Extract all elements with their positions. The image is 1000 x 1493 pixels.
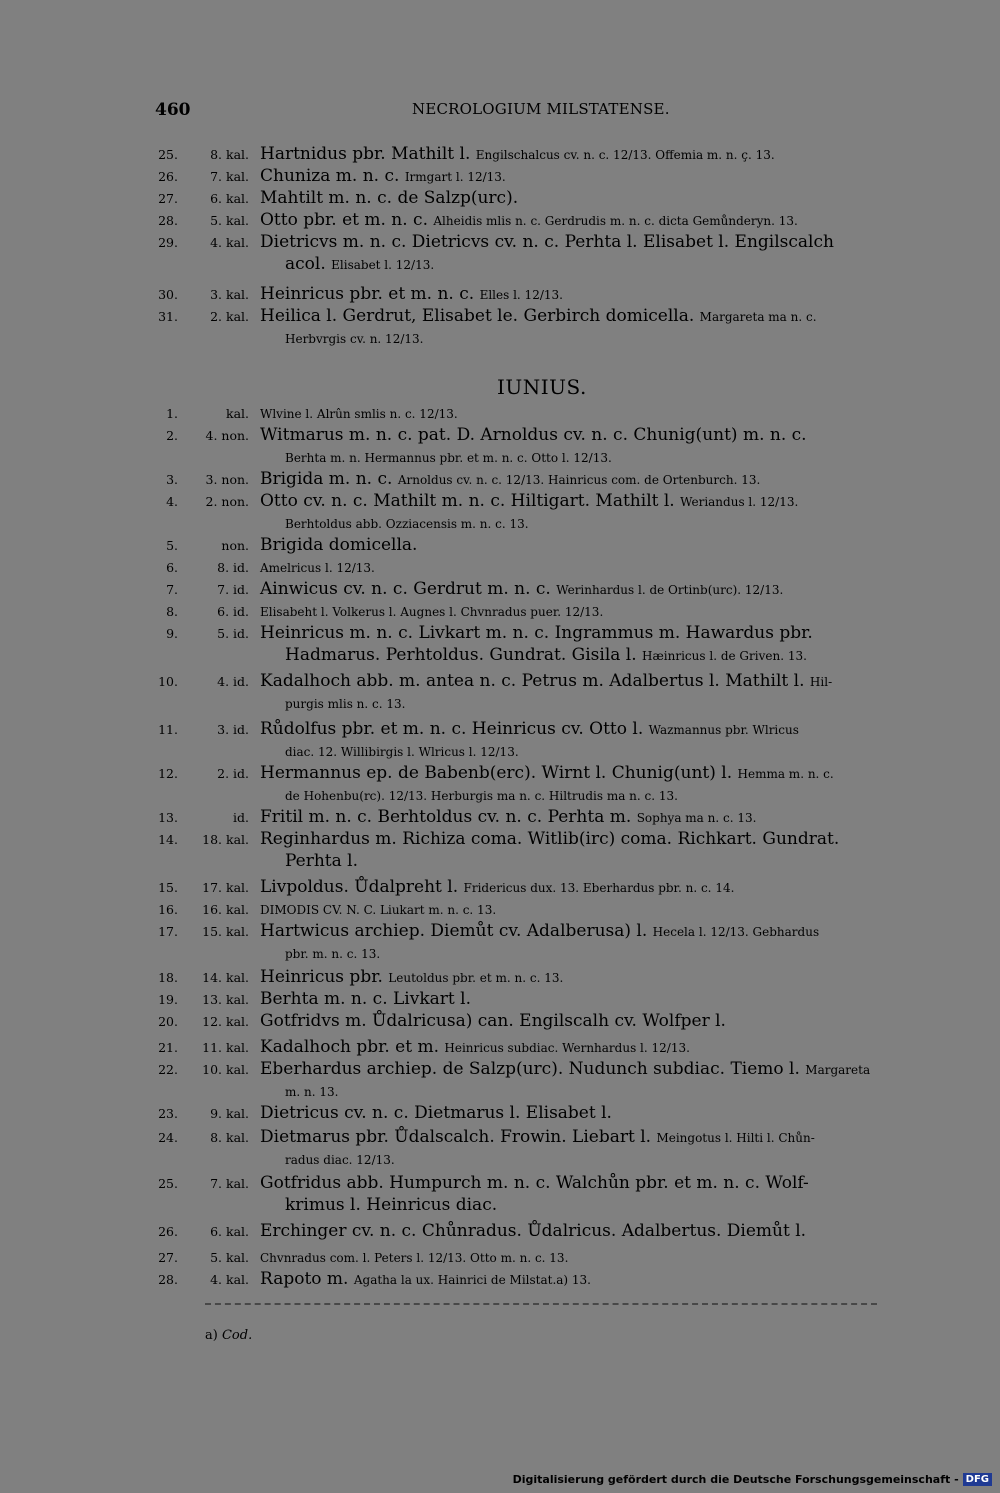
- entry-added-names: de Hohenbu(rc). 12/13. Herburgis ma n. c. Hiltrudis ma n. c. 13.: [285, 789, 678, 803]
- entry-added-names: Chvnradus com. l. Peters l. 12/13. Otto m. n. c. 13.: [260, 1251, 569, 1265]
- may-entry-number: 26.: [158, 169, 178, 184]
- june-entry-text: [260, 1102, 922, 1124]
- entry-main-names: Fritil m. n. c. Berhtoldus cv. n. c. Perhta m.: [260, 807, 637, 827]
- entry-added-names: Hil-: [809, 675, 833, 689]
- entry-added-names: Irmgart l. 12/13.: [404, 170, 506, 184]
- june-entry-number: 28.: [158, 1272, 178, 1287]
- june-entry-continuation: [285, 784, 922, 807]
- dfg-text: Digitalisierung gefördert durch die Deutsche Forschungsgemeinschaft -: [512, 1473, 959, 1486]
- june-entry-text: [260, 806, 922, 829]
- june-entry-number: 17.: [158, 924, 178, 939]
- may-entry-text: [260, 209, 922, 232]
- june-entry-text: [260, 828, 922, 850]
- june-entry-text: [260, 1246, 922, 1269]
- entry-main-names: Hermannus ep. de Babenb(erc). Wirnt l. Chunig(unt) l.: [260, 763, 738, 783]
- entry-added-names: Herbvrgis cv. n. 12/13.: [285, 332, 424, 346]
- june-entry-number: 26.: [158, 1224, 178, 1239]
- entry-added-names: Elisabeht l. Volkerus l. Augnes l. Chvnradus puer. 12/13.: [260, 605, 604, 619]
- june-entry-text: [260, 920, 922, 943]
- june-entry-text: [260, 1036, 922, 1059]
- entry-main-names: Rapoto m.: [260, 1269, 354, 1289]
- june-entry-number: 5.: [166, 538, 178, 553]
- entry-added-names: Berhta m. n. Hermannus pbr. et m. n. c. Otto l. 12/13.: [285, 451, 612, 465]
- entry-main-names: Heinricus m. n. c. Livkart m. n. c. Ingrammus m. Hawardus pbr.: [260, 623, 813, 643]
- may-entry-text: [260, 231, 922, 253]
- may-entry-text: [260, 143, 922, 166]
- entry-added-names: Agatha la ux. Hainrici de Milstat.a) 13.: [353, 1273, 591, 1287]
- june-entry-number: 18.: [158, 970, 178, 985]
- june-entry-continuation: [285, 692, 922, 715]
- june-entry-date: 10. kal.: [202, 1062, 249, 1077]
- may-entry-text: [260, 283, 922, 306]
- june-entry-number: 7.: [166, 582, 178, 597]
- june-entry-number: 15.: [158, 880, 178, 895]
- entry-main-names: acol.: [285, 254, 332, 274]
- may-entry-date: 4. kal.: [210, 235, 249, 250]
- entry-main-names: Heinricus pbr.: [260, 967, 389, 987]
- footnote-text: Cod.: [221, 1328, 253, 1343]
- section-title: IUNIUS.: [497, 375, 587, 399]
- june-entry-date: 12. kal.: [202, 1014, 249, 1029]
- june-entry-number: 24.: [158, 1130, 178, 1145]
- may-entry-date: 6. kal.: [210, 191, 249, 206]
- june-entry-text: [260, 1220, 922, 1242]
- entry-main-names: Otto pbr. et m. n. c.: [260, 210, 434, 230]
- june-entry-text: [260, 966, 922, 989]
- june-entry-text: [260, 1172, 922, 1194]
- entry-added-names: DIMODIS CV. N. C. Liukart m. n. c. 13.: [260, 903, 497, 917]
- june-entry-number: 19.: [158, 992, 178, 1007]
- june-entry-text: [260, 718, 922, 741]
- entry-main-names: Heinricus pbr. et m. n. c.: [260, 284, 480, 304]
- june-entry-number: 27.: [158, 1250, 178, 1265]
- entry-added-names: Hæinricus l. de Griven. 13.: [642, 649, 807, 663]
- june-entry-text: [260, 670, 922, 693]
- june-entry-text: [260, 1126, 922, 1149]
- june-entry-text: [260, 468, 922, 491]
- entry-added-names: Hecela l. 12/13. Gebhardus: [652, 925, 820, 939]
- june-entry-date: 4. non.: [205, 428, 249, 443]
- june-entry-text: [260, 898, 922, 921]
- june-entry-number: 8.: [166, 604, 178, 619]
- may-entry-date: 8. kal.: [210, 147, 249, 162]
- june-entry-text: [260, 622, 922, 644]
- june-entry-date: 14. kal.: [202, 970, 249, 985]
- entry-main-names: Eberhardus archiep. de Salzp(urc). Nudunch subdiac. Tiemo l.: [260, 1059, 806, 1079]
- entry-main-names: Ainwicus cv. n. c. Gerdrut m. n. c.: [260, 579, 557, 599]
- entry-main-names: Reginhardus m. Richiza coma. Witlib(irc) coma. Richkart. Gundrat.: [260, 829, 840, 849]
- may-entry-number: 28.: [158, 213, 178, 228]
- june-entry-date: 8. id.: [217, 560, 249, 575]
- may-entry-date: 2. kal.: [210, 309, 249, 324]
- entry-main-names: Berhta m. n. c. Livkart l.: [260, 989, 471, 1009]
- may-entry-number: 29.: [158, 235, 178, 250]
- june-entry-date: 15. kal.: [202, 924, 249, 939]
- entry-added-names: Heinricus subdiac. Wernhardus l. 12/13.: [444, 1041, 690, 1055]
- entry-added-names: Elles l. 12/13.: [479, 288, 563, 302]
- june-entry-number: 2.: [166, 428, 178, 443]
- june-entry-date: 3. id.: [217, 722, 249, 737]
- entry-main-names: Kadalhoch pbr. et m.: [260, 1037, 445, 1057]
- june-entry-date: non.: [221, 538, 249, 553]
- june-entry-number: 23.: [158, 1106, 178, 1121]
- may-entry-continuation: [285, 253, 922, 276]
- june-entry-text: [260, 534, 922, 556]
- footnote-marker: a): [205, 1328, 218, 1343]
- may-entry-date: 7. kal.: [210, 169, 249, 184]
- entry-added-names: pbr. m. n. c. 13.: [285, 947, 381, 961]
- june-entry-text: [260, 988, 922, 1010]
- june-entry-date: 5. id.: [217, 626, 249, 641]
- entry-main-names: Hadmarus. Perhtoldus. Gundrat. Gisila l.: [285, 645, 643, 665]
- entry-main-names: Gotfridvs m. Ůdalricusa) can. Engilscalh cv. Wolfper l.: [260, 1011, 726, 1031]
- june-entry-date: 6. id.: [217, 604, 249, 619]
- divider: [205, 1303, 877, 1305]
- entry-main-names: Erchinger cv. n. c. Chůnradus. Ůdalricus. Adalbertus. Diemůt l.: [260, 1221, 807, 1241]
- june-entry-date: 13. kal.: [202, 992, 249, 1007]
- june-entry-date: 2. non.: [205, 494, 249, 509]
- june-entry-date: 16. kal.: [202, 902, 249, 917]
- june-entry-text: [260, 600, 922, 623]
- june-entry-number: 1.: [166, 406, 178, 421]
- june-entry-number: 11.: [158, 722, 178, 737]
- entry-added-names: purgis mlis n. c. 13.: [285, 697, 406, 711]
- entry-added-names: Berhtoldus abb. Ozziacensis m. n. c. 13.: [285, 517, 529, 531]
- june-entry-number: 12.: [158, 766, 178, 781]
- entry-main-names: Perhta l.: [285, 851, 359, 871]
- entry-added-names: radus diac. 12/13.: [285, 1153, 395, 1167]
- entry-main-names: Hartwicus archiep. Diemůt cv. Adalberusa) l.: [260, 921, 653, 941]
- entry-main-names: Gotfridus abb. Humpurch m. n. c. Walchůn pbr. et m. n. c. Wolf-: [260, 1173, 809, 1193]
- june-entry-number: 10.: [158, 674, 178, 689]
- june-entry-text: [260, 1010, 922, 1032]
- entry-main-names: Brigida m. n. c.: [260, 469, 398, 489]
- entry-main-names: Livpoldus. Ůdalpreht l.: [260, 877, 464, 897]
- june-entry-date: 4. kal.: [210, 1272, 249, 1287]
- june-entry-text: [260, 1268, 922, 1291]
- june-entry-continuation: [285, 644, 922, 667]
- entry-main-names: Chuniza m. n. c.: [260, 166, 405, 186]
- june-entry-number: 4.: [166, 494, 178, 509]
- entry-added-names: Wlvine l. Alrûn smlis n. c. 12/13.: [260, 407, 458, 421]
- entry-added-names: Werinhardus l. de Ortinb(urc). 12/13.: [556, 583, 784, 597]
- june-entry-continuation: [285, 1194, 922, 1216]
- june-entry-date: 7. id.: [217, 582, 249, 597]
- entry-main-names: Růdolfus pbr. et m. n. c. Heinricus cv. Otto l.: [260, 719, 649, 739]
- june-entry-date: kal.: [226, 406, 249, 421]
- june-entry-text: [260, 1058, 922, 1081]
- entry-main-names: Dietmarus pbr. Ůdalscalch. Frowin. Liebart l.: [260, 1127, 657, 1147]
- entry-added-names: Meingotus l. Hilti l. Chůn-: [656, 1131, 815, 1145]
- june-entry-continuation: [285, 942, 922, 965]
- june-entry-text: [260, 876, 922, 899]
- may-entry-text: [260, 187, 922, 209]
- june-entry-date: 5. kal.: [210, 1250, 249, 1265]
- may-entry-number: 27.: [158, 191, 178, 206]
- june-entry-date: 9. kal.: [210, 1106, 249, 1121]
- june-entry-continuation: [285, 446, 922, 469]
- entry-added-names: Wazmannus pbr. Wlricus: [648, 723, 799, 737]
- may-entry-text: [260, 305, 922, 328]
- entry-added-names: Amelricus l. 12/13.: [260, 561, 375, 575]
- june-entry-continuation: [285, 850, 922, 872]
- entry-added-names: Engilschalcus cv. n. c. 12/13. Offemia m. n. ç. 13.: [475, 148, 775, 162]
- entry-added-names: Fridericus dux. 13. Eberhardus pbr. n. c. 14.: [463, 881, 735, 895]
- june-entry-date: 7. kal.: [210, 1176, 249, 1191]
- may-entry-number: 31.: [158, 309, 178, 324]
- dfg-logo: DFG: [963, 1473, 992, 1486]
- june-entry-number: 16.: [158, 902, 178, 917]
- june-entry-number: 6.: [166, 560, 178, 575]
- entry-added-names: Alheidis mlis n. c. Gerdrudis m. n. c. dicta Gemůnderyn. 13.: [433, 214, 798, 228]
- june-entry-date: 11. kal.: [202, 1040, 249, 1055]
- entry-main-names: Heilica l. Gerdrut, Elisabet le. Gerbirch domicella.: [260, 306, 700, 326]
- june-entry-text: [260, 490, 922, 513]
- entry-main-names: Otto cv. n. c. Mathilt m. n. c. Hiltigart. Mathilt l.: [260, 491, 681, 511]
- entry-main-names: krimus l. Heinricus diac.: [285, 1195, 498, 1215]
- entry-main-names: Dietricvs m. n. c. Dietricvs cv. n. c. Perhta l. Elisabet l. Engilscalch: [260, 232, 834, 252]
- entry-added-names: Leutoldus pbr. et m. n. c. 13.: [388, 971, 564, 985]
- entry-added-names: Elisabet l. 12/13.: [331, 258, 435, 272]
- entry-added-names: Hemma m. n. c.: [737, 767, 834, 781]
- running-head: NECROLOGIUM MILSTATENSE.: [412, 100, 670, 118]
- dfg-bar: [513, 1473, 992, 1486]
- footnote: [205, 1328, 252, 1343]
- june-entry-number: 3.: [166, 472, 178, 487]
- june-entry-number: 14.: [158, 832, 178, 847]
- june-entry-date: 8. kal.: [210, 1130, 249, 1145]
- entry-main-names: Witmarus m. n. c. pat. D. Arnoldus cv. n. c. Chunig(unt) m. n. c.: [260, 425, 807, 445]
- june-entry-continuation: [285, 1080, 922, 1103]
- june-entry-text: [260, 556, 922, 579]
- june-entry-date: 4. id.: [217, 674, 249, 689]
- entry-main-names: Hartnidus pbr. Mathilt l.: [260, 144, 476, 164]
- june-entry-text: [260, 762, 922, 785]
- june-entry-date: 17. kal.: [202, 880, 249, 895]
- may-entry-date: 3. kal.: [210, 287, 249, 302]
- june-entry-date: 2. id.: [217, 766, 249, 781]
- june-entry-continuation: [285, 512, 922, 535]
- june-entry-date: 18. kal.: [202, 832, 249, 847]
- entry-main-names: Dietricus cv. n. c. Dietmarus l. Elisabet l.: [260, 1103, 612, 1123]
- entry-added-names: m. n. 13.: [285, 1085, 339, 1099]
- entry-added-names: Sophya ma n. c. 13.: [636, 811, 757, 825]
- june-entry-text: [260, 578, 922, 601]
- may-entry-continuation: [285, 327, 922, 350]
- may-entry-date: 5. kal.: [210, 213, 249, 228]
- june-entry-number: 13.: [158, 810, 178, 825]
- entry-main-names: Mahtilt m. n. c. de Salzp(urc).: [260, 188, 519, 208]
- june-entry-continuation: [285, 1148, 922, 1171]
- june-entry-date: 3. non.: [205, 472, 249, 487]
- entry-main-names: Kadalhoch abb. m. antea n. c. Petrus m. Adalbertus l. Mathilt l.: [260, 671, 810, 691]
- may-entry-text: [260, 165, 922, 188]
- june-entry-number: 22.: [158, 1062, 178, 1077]
- june-entry-date: 6. kal.: [210, 1224, 249, 1239]
- june-entry-text: [260, 402, 922, 425]
- june-entry-number: 9.: [166, 626, 178, 641]
- page-number: 460: [155, 100, 191, 120]
- june-entry-continuation: [285, 740, 922, 763]
- june-entry-text: [260, 424, 922, 446]
- may-entry-number: 25.: [158, 147, 178, 162]
- entry-added-names: Weriandus l. 12/13.: [680, 495, 799, 509]
- may-entry-number: 30.: [158, 287, 178, 302]
- entry-added-names: Arnoldus cv. n. c. 12/13. Hainricus com. de Ortenburch. 13.: [397, 473, 761, 487]
- june-entry-date: id.: [233, 810, 249, 825]
- entry-added-names: Margareta: [805, 1063, 871, 1077]
- entry-added-names: diac. 12. Willibirgis l. Wlricus l. 12/13.: [285, 745, 519, 759]
- june-entry-number: 25.: [158, 1176, 178, 1191]
- june-entry-number: 20.: [158, 1014, 178, 1029]
- entry-added-names: Margareta ma n. c.: [699, 310, 817, 324]
- june-entry-number: 21.: [158, 1040, 178, 1055]
- entry-main-names: Brigida domicella.: [260, 535, 418, 555]
